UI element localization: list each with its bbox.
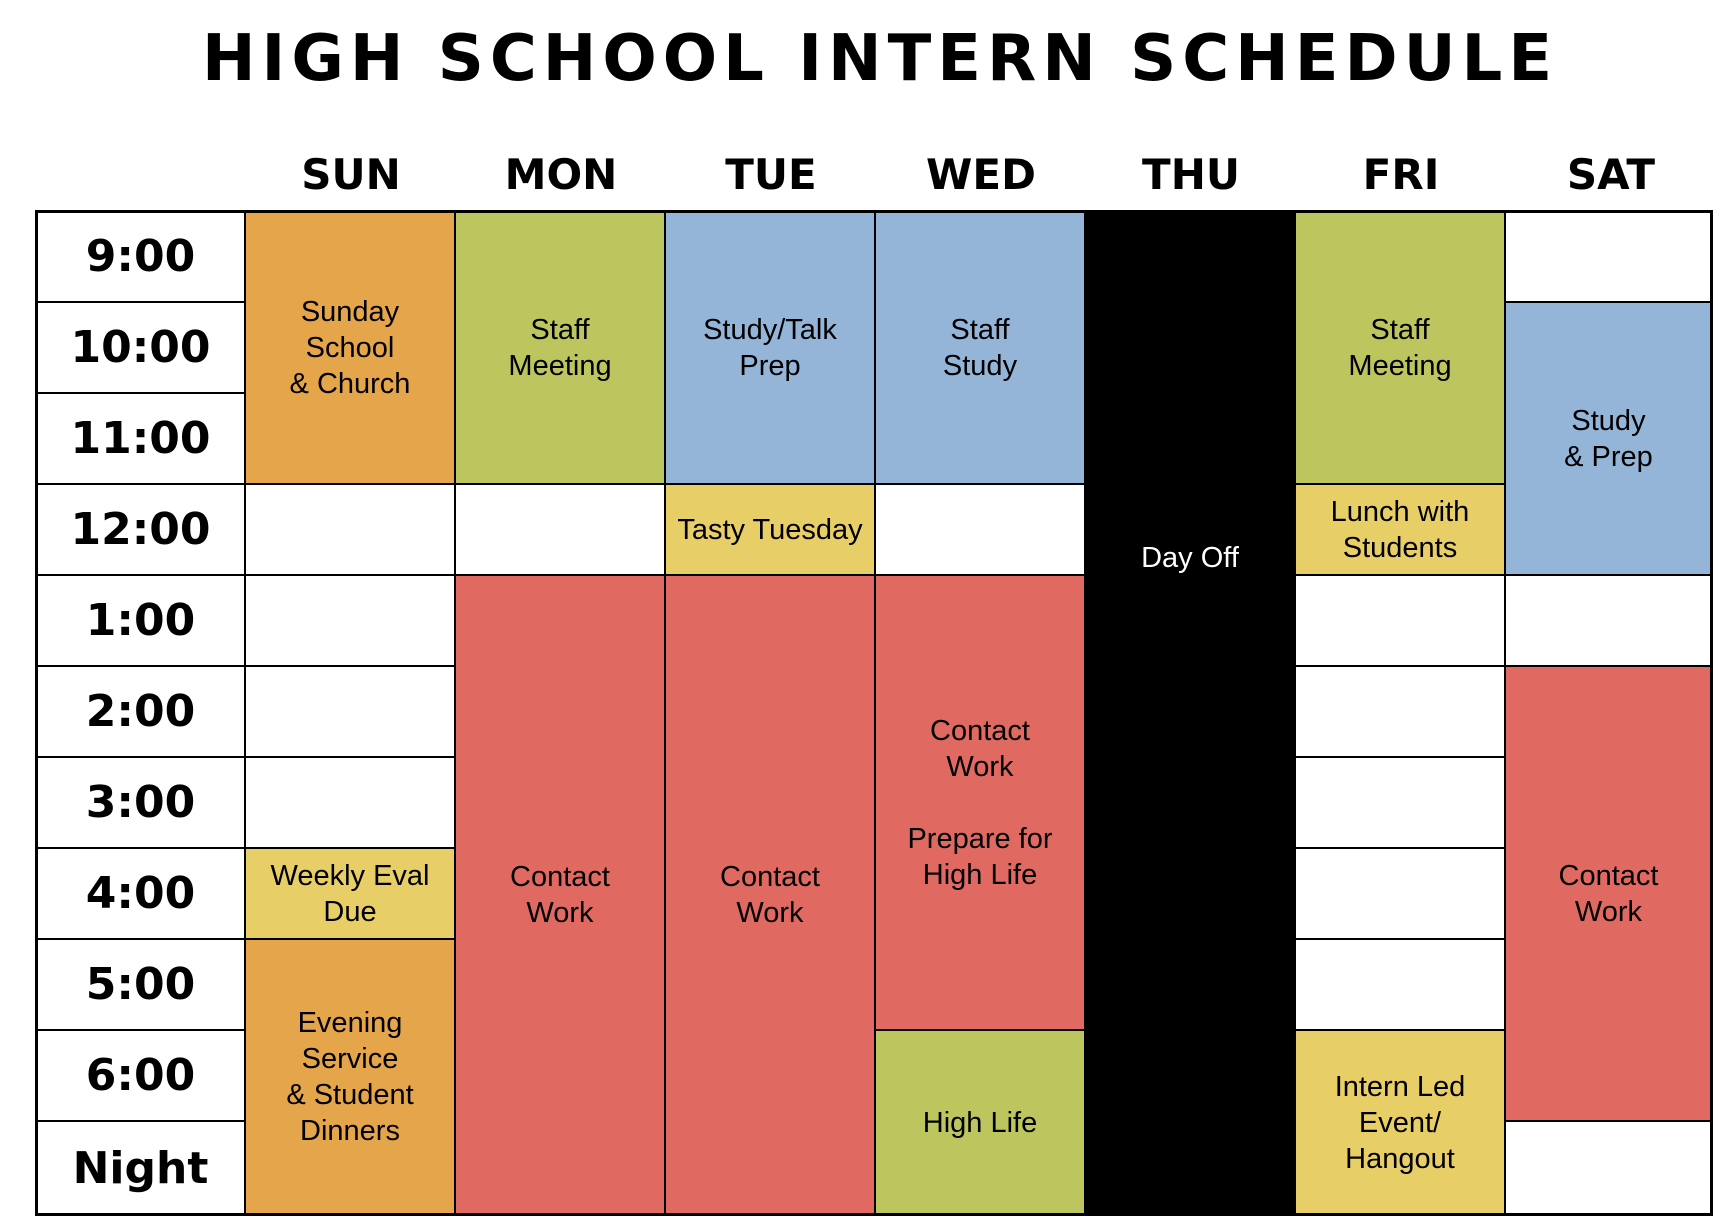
event-contact-work-sat: Contact Work bbox=[1504, 665, 1713, 1122]
time-label: 11:00 bbox=[35, 392, 246, 485]
day-header-wed: WED bbox=[926, 150, 1036, 199]
time-label: 12:00 bbox=[35, 483, 246, 576]
event-study-talk-prep: Study/Talk Prep bbox=[664, 210, 876, 485]
event-tasty-tuesday: Tasty Tuesday bbox=[664, 483, 876, 576]
event-contact-work-tue: Contact Work bbox=[664, 574, 876, 1216]
day-header-sat: SAT bbox=[1566, 150, 1656, 199]
time-label: 3:00 bbox=[35, 756, 246, 849]
time-label: 4:00 bbox=[35, 847, 246, 940]
page-title: HIGH SCHOOL INTERN SCHEDULE bbox=[201, 22, 1559, 96]
time-label: Night bbox=[35, 1120, 246, 1216]
day-header-thu: THU bbox=[1142, 150, 1240, 199]
event-weekly-eval: Weekly Eval Due bbox=[244, 847, 456, 940]
event-intern-led-event: Intern Led Event/ Hangout bbox=[1294, 1029, 1506, 1216]
day-header-fri: FRI bbox=[1362, 150, 1440, 199]
time-label: 1:00 bbox=[35, 574, 246, 667]
event-evening-service: Evening Service & Student Dinners bbox=[244, 938, 456, 1216]
time-label: 5:00 bbox=[35, 938, 246, 1031]
event-contact-work-wed: Contact Work Prepare for High Life bbox=[874, 574, 1086, 1031]
event-lunch-with-students: Lunch with Students bbox=[1294, 483, 1506, 576]
event-contact-work-mon: Contact Work bbox=[454, 574, 666, 1216]
time-label: 10:00 bbox=[35, 301, 246, 394]
event-staff-meeting-fri: Staff Meeting bbox=[1294, 210, 1506, 485]
time-label: 6:00 bbox=[35, 1029, 246, 1122]
time-label: 2:00 bbox=[35, 665, 246, 758]
event-sunday-school-church: Sunday School & Church bbox=[244, 210, 456, 485]
day-header-mon: MON bbox=[504, 150, 618, 199]
time-label: 9:00 bbox=[35, 210, 246, 303]
day-header-sun: SUN bbox=[301, 150, 401, 199]
event-staff-study: Staff Study bbox=[874, 210, 1086, 485]
event-day-off: Day Off bbox=[1084, 210, 1296, 1216]
day-header-tue: TUE bbox=[725, 150, 817, 199]
event-study-prep: Study & Prep bbox=[1504, 301, 1713, 576]
event-staff-meeting-mon: Staff Meeting bbox=[454, 210, 666, 485]
event-high-life: High Life bbox=[874, 1029, 1086, 1216]
grid-outline bbox=[35, 210, 1713, 1216]
